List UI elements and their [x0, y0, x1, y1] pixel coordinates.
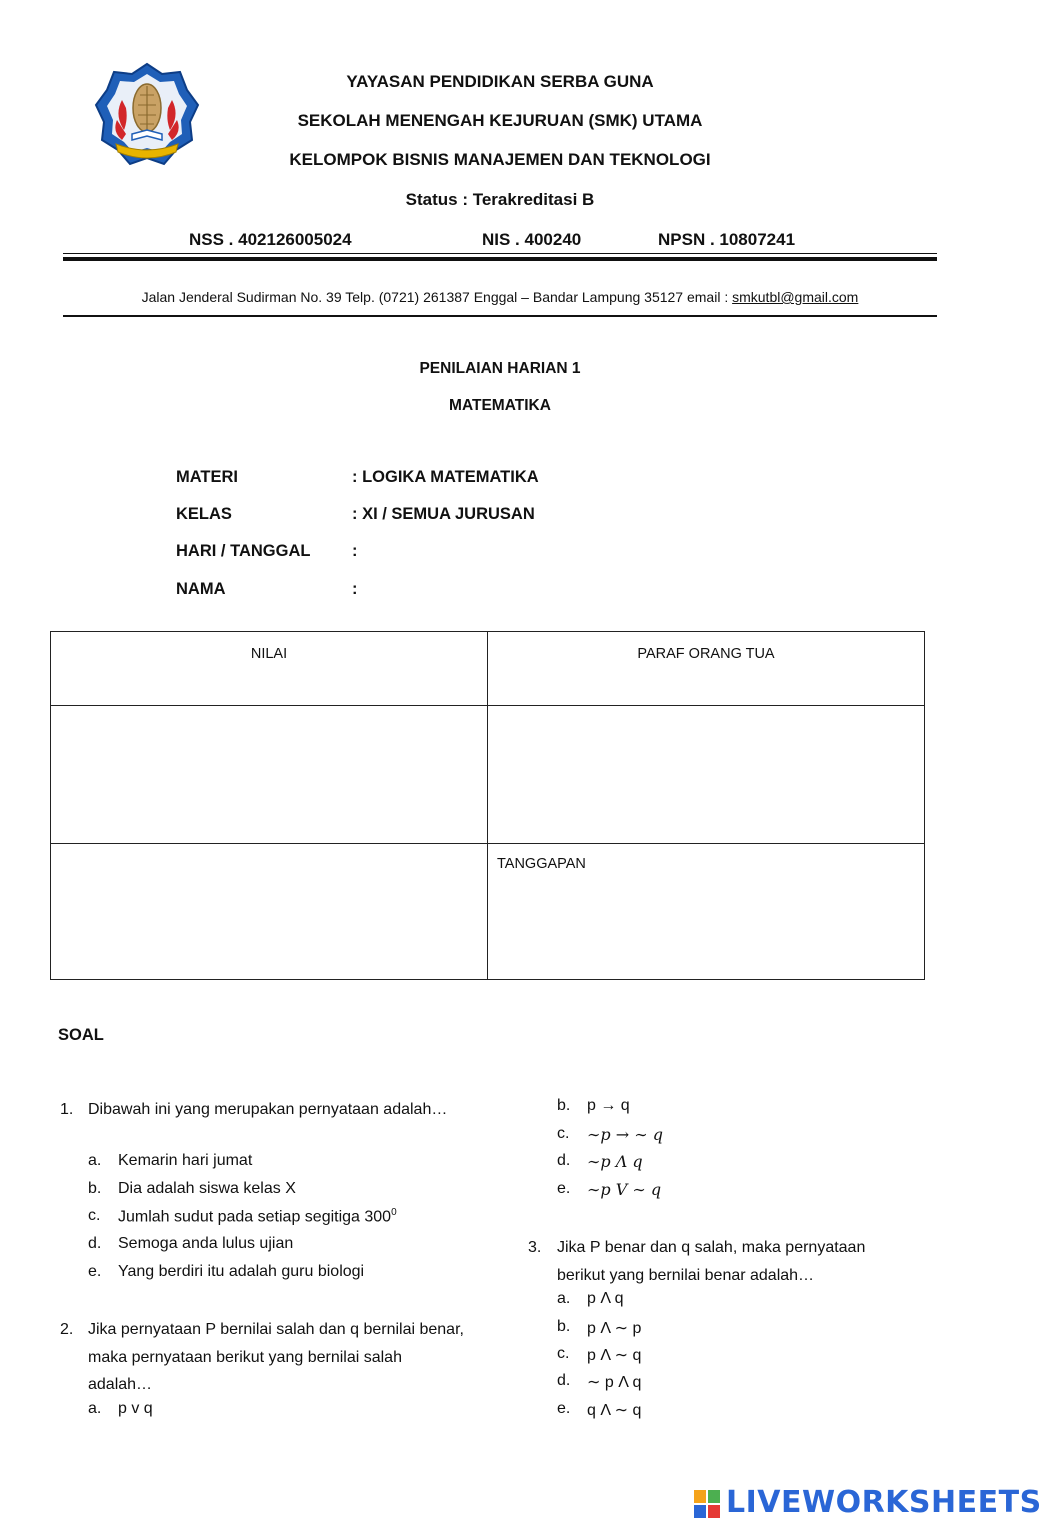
- npsn-number: NPSN . 10807241: [658, 230, 796, 249]
- accreditation-status: Status : Terakreditasi B: [405, 190, 595, 209]
- option-text: Jumlah sudut pada setiap segitiga 300: [118, 1208, 392, 1226]
- option-text: Kemarin hari jumat: [118, 1152, 253, 1169]
- info-value[interactable]: :: [352, 580, 358, 598]
- school-name: SEKOLAH MENENGAH KEJURUAN (SMK) UTAMA: [297, 111, 703, 130]
- q1-option-e[interactable]: [88, 1263, 488, 1289]
- parent-signature-cell[interactable]: [488, 706, 925, 844]
- info-row-date: [0, 542, 1000, 566]
- response-cell[interactable]: [488, 844, 925, 980]
- q3-option-e[interactable]: [557, 1400, 857, 1426]
- question-text: Dibawah ini yang merupakan pernyataan adalah…: [88, 1101, 448, 1118]
- info-value[interactable]: :: [352, 542, 358, 560]
- questions-heading: SOAL: [58, 1026, 104, 1044]
- question-3: [528, 1234, 928, 1290]
- option-text: q Λ ∼ q: [587, 1402, 642, 1419]
- q3-option-c[interactable]: [557, 1345, 857, 1371]
- liveworksheets-logo-icon: [694, 1490, 722, 1520]
- option-text: p Λ ∼ q: [587, 1347, 642, 1364]
- option-text: p Λ q: [587, 1290, 624, 1307]
- nis-number: NIS . 400240: [482, 230, 582, 249]
- q3-option-d[interactable]: [557, 1372, 857, 1398]
- q1-option-c[interactable]: [88, 1207, 508, 1233]
- info-label: MATERI: [176, 468, 239, 486]
- grade-table: [50, 631, 925, 980]
- info-row-name: [0, 580, 1000, 604]
- option-letter: b.: [88, 1180, 102, 1197]
- info-label: HARI / TANGGAL: [176, 542, 311, 560]
- table-row: [51, 706, 925, 844]
- option-text: p → q: [587, 1097, 630, 1114]
- option-letter: b.: [557, 1318, 571, 1335]
- question-text: Jika P benar dan q salah, maka pernyataan berikut yang bernilai benar adalah…: [557, 1239, 866, 1284]
- option-letter: d.: [557, 1152, 571, 1169]
- header-divider-thin: [63, 253, 937, 254]
- foundation-name: YAYASAN PENDIDIKAN SERBA GUNA: [346, 72, 654, 91]
- school-address: [0, 289, 1000, 305]
- question-number: 1.: [60, 1101, 74, 1118]
- info-label: NAMA: [176, 580, 226, 598]
- option-letter: a.: [557, 1290, 571, 1307]
- option-text: ∼𝑝 → ∼ q: [587, 1125, 663, 1144]
- email-link[interactable]: smkutbl@gmail.com: [732, 289, 859, 305]
- option-text: ∼𝑝 𝑉 ∼ q: [587, 1180, 662, 1199]
- table-row: [51, 632, 925, 706]
- info-row-materi: [0, 468, 1000, 492]
- nilai-cell[interactable]: [51, 706, 488, 844]
- nss-number: NSS . 402126005024: [189, 230, 352, 249]
- exam-subject: MATEMATIKA: [449, 397, 551, 414]
- nilai-header: NILAI: [51, 632, 488, 706]
- option-letter: c.: [557, 1125, 570, 1142]
- option-text: p Λ ∼ p: [587, 1320, 642, 1337]
- option-text: ∼ p Λ q: [587, 1374, 642, 1391]
- option-text: ∼𝑝 Λ q: [587, 1152, 643, 1171]
- empty-cell: [51, 844, 488, 980]
- question-number: 2.: [60, 1321, 74, 1338]
- liveworksheets-watermark: [692, 1485, 1042, 1522]
- q3-option-b[interactable]: [557, 1318, 857, 1344]
- school-group: KELOMPOK BISNIS MANAJEMEN DAN TEKNOLOGI: [289, 150, 711, 169]
- option-letter: a.: [88, 1400, 102, 1417]
- liveworksheets-brand: LIVEWORKSHEETS: [726, 1485, 1042, 1520]
- question-1: [60, 1096, 460, 1152]
- question-text: Jika pernyataan P bernilai salah dan q bernilai benar, maka pernyataan berikut yang bernilai salah adalah…: [88, 1321, 464, 1393]
- option-text: Dia adalah siswa kelas X: [118, 1180, 296, 1197]
- option-letter: e.: [88, 1263, 102, 1280]
- address-divider: [63, 315, 937, 317]
- q1-option-b[interactable]: [88, 1180, 488, 1206]
- question-2: [60, 1316, 480, 1400]
- info-label: KELAS: [176, 505, 232, 523]
- table-row: [51, 844, 925, 980]
- parent-signature-header: PARAF ORANG TUA: [488, 632, 925, 706]
- option-letter: c.: [557, 1345, 570, 1362]
- option-letter: e.: [557, 1400, 571, 1417]
- option-text: p v q: [118, 1400, 153, 1417]
- info-value: : LOGIKA MATEMATIKA: [352, 468, 539, 486]
- q2-option-b[interactable]: [557, 1097, 857, 1123]
- q3-option-a[interactable]: [557, 1290, 857, 1316]
- info-row-kelas: [0, 505, 1000, 529]
- info-value: : XI / SEMUA JURUSAN: [352, 505, 535, 523]
- option-letter: e.: [557, 1180, 571, 1197]
- option-letter: d.: [88, 1235, 102, 1252]
- question-number: 3.: [528, 1239, 542, 1256]
- option-letter: b.: [557, 1097, 571, 1114]
- option-text: Semoga anda lulus ujian: [118, 1235, 294, 1252]
- option-letter: a.: [88, 1152, 102, 1169]
- q2-option-c[interactable]: [557, 1125, 857, 1151]
- q1-option-a[interactable]: [88, 1152, 488, 1178]
- option-text-wrap: [118, 1207, 397, 1226]
- response-label: TANGGAPAN: [497, 856, 586, 872]
- exam-title: PENILAIAN HARIAN 1: [419, 360, 581, 377]
- address-text: Jalan Jenderal Sudirman No. 39 Telp. (0721) 261387 Enggal – Bandar Lampung 35127 email :: [141, 289, 733, 305]
- q2-option-e[interactable]: [557, 1180, 857, 1206]
- option-text: Yang berdiri itu adalah guru biologi: [118, 1263, 365, 1280]
- degree-superscript: 0: [391, 1207, 397, 1218]
- q2-option-a[interactable]: [88, 1400, 388, 1426]
- option-letter: c.: [88, 1207, 101, 1224]
- q1-option-d[interactable]: [88, 1235, 488, 1261]
- header-divider-thick: [63, 257, 937, 261]
- option-letter: d.: [557, 1372, 571, 1389]
- q2-option-d[interactable]: [557, 1152, 857, 1178]
